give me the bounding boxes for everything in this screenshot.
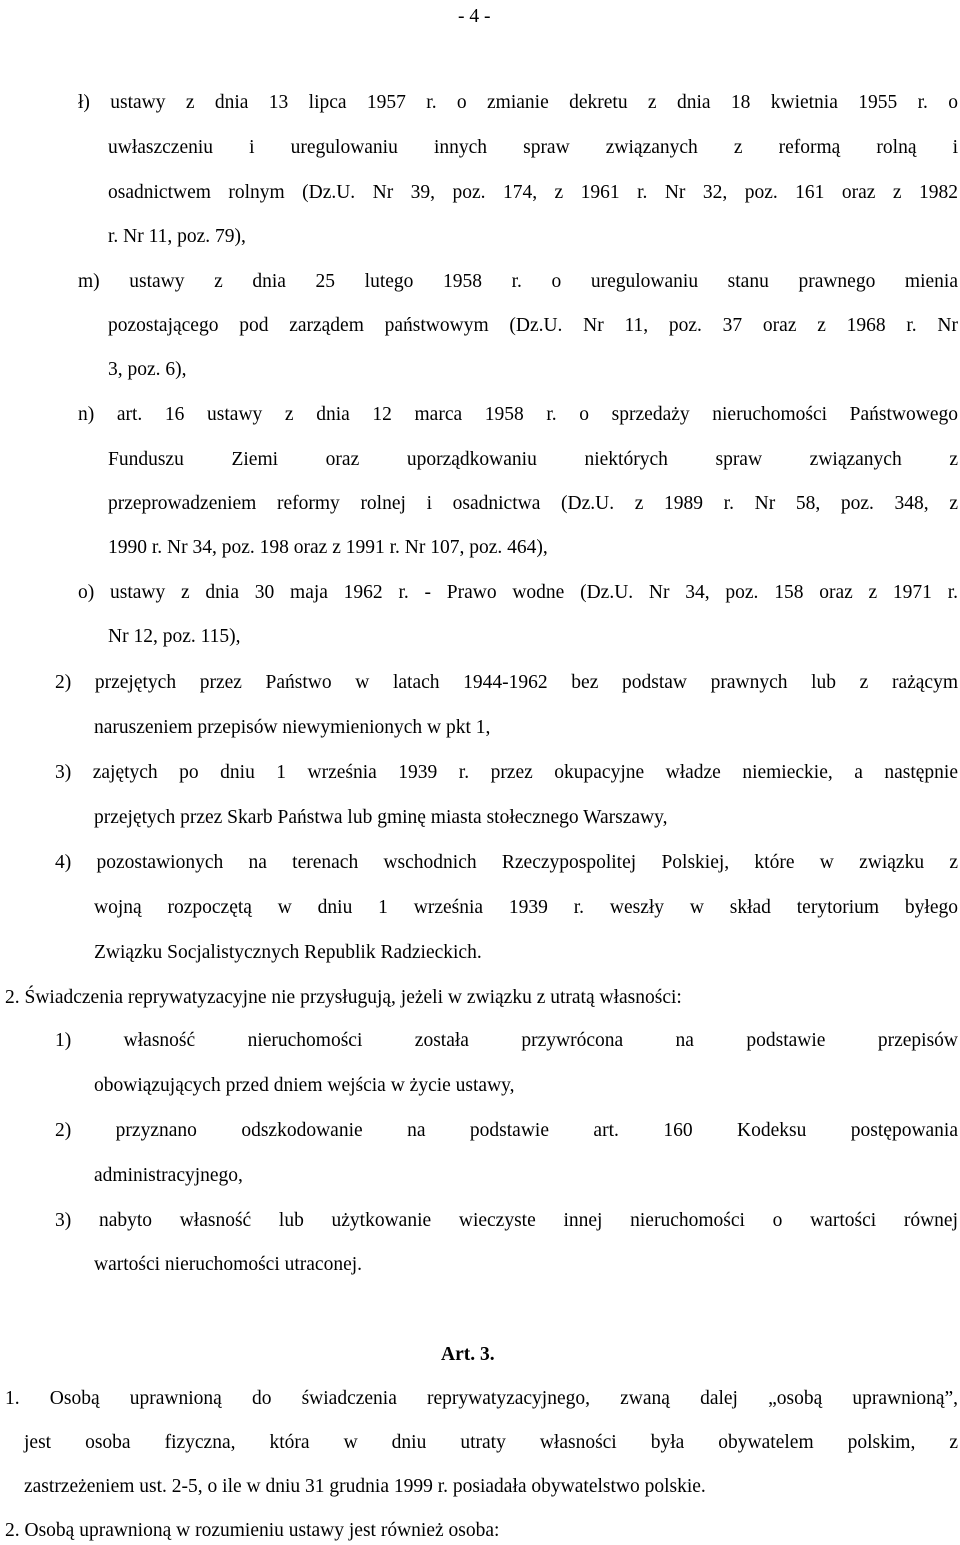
art3-paragraph-1-line: jest osoba fizyczna, która w dniu utraty własności była obywatelem polskim, z xyxy=(24,1432,958,1453)
item-m-line: m) ustawy z dnia 25 lutego 1958 r. o uregulowaniu stanu prawnego mienia xyxy=(78,271,958,292)
art3-paragraph-1-line: 1. Osobą uprawnioną do świadczenia reprywatyzacyjnego, zwaną dalej „osobą uprawnioną”, xyxy=(5,1388,958,1409)
point-3-line: 3) zajętych po dniu 1 września 1939 r. przez okupacyjne władze niemieckie, a następnie xyxy=(55,762,958,783)
item-l-line: ł) ustawy z dnia 13 lipca 1957 r. o zmianie dekretu z dnia 18 kwietnia 1955 r. o xyxy=(78,92,958,113)
item-m-line: pozostającego pod zarządem państwowym (Dz.U. Nr 11, poz. 37 oraz z 1968 r. Nr xyxy=(108,315,958,336)
art3-paragraph-2: 2. Osobą uprawnioną w rozumieniu ustawy jest również osoba: xyxy=(5,1520,500,1541)
sec2-point-3-line: 3) nabyto własność lub użytkowanie wieczyste innej nieruchomości o wartości równej xyxy=(55,1210,958,1231)
item-l-line: r. Nr 11, poz. 79), xyxy=(108,226,246,247)
sec2-point-1-line: 1) własność nieruchomości została przywrócona na podstawie przepisów xyxy=(55,1030,958,1051)
section-2-heading: 2. Świadczenia reprywatyzacyjne nie przysługują, jeżeli w związku z utratą własności: xyxy=(5,987,682,1008)
item-o-line: Nr 12, poz. 115), xyxy=(108,626,241,647)
point-2-line: 2) przejętych przez Państwo w latach 1944-1962 bez podstaw prawnych lub z rażącym xyxy=(55,672,958,693)
sec2-point-2-line: 2) przyznano odszkodowanie na podstawie art. 160 Kodeksu postępowania xyxy=(55,1120,958,1141)
item-o-line: o) ustawy z dnia 30 maja 1962 r. - Prawo wodne (Dz.U. Nr 34, poz. 158 oraz z 1971 r. xyxy=(78,582,958,603)
article-title: Art. 3. xyxy=(441,1344,495,1365)
sec2-point-2-line: administracyjnego, xyxy=(94,1165,243,1186)
sec2-point-3-line: wartości nieruchomości utraconej. xyxy=(94,1254,363,1275)
item-l-line: osadnictwem rolnym (Dz.U. Nr 39, poz. 174, z 1961 r. Nr 32, poz. 161 oraz z 1982 xyxy=(108,182,958,203)
sec2-point-1-line: obowiązujących przed dniem wejścia w życie ustawy, xyxy=(94,1075,515,1096)
point-4-line: wojną rozpoczętą w dniu 1 września 1939 r. weszły w skład terytorium byłego xyxy=(94,897,958,918)
point-3-line: przejętych przez Skarb Państwa lub gminę miasta stołecznego Warszawy, xyxy=(94,807,668,828)
point-2-line: naruszeniem przepisów niewymienionych w pkt 1, xyxy=(94,717,491,738)
item-n-line: przeprowadzeniem reformy rolnej i osadnictwa (Dz.U. z 1989 r. Nr 58, poz. 348, z xyxy=(108,493,958,514)
point-4-line: Związku Socjalistycznych Republik Radzieckich. xyxy=(94,942,482,963)
point-4-line: 4) pozostawionych na terenach wschodnich Rzeczypospolitej Polskiej, które w związku z xyxy=(55,852,958,873)
page-number: - 4 - xyxy=(458,6,491,27)
art3-paragraph-1-line: zastrzeżeniem ust. 2-5, o ile w dniu 31 grudnia 1999 r. posiadała obywatelstwo polskie. xyxy=(24,1476,706,1497)
item-n-line: n) art. 16 ustawy z dnia 12 marca 1958 r. o sprzedaży nieruchomości Państwowego xyxy=(78,404,958,425)
item-m-line: 3, poz. 6), xyxy=(108,359,187,380)
item-l-line: uwłaszczeniu i uregulowaniu innych spraw związanych z reformą rolną i xyxy=(108,137,958,158)
item-n-line: 1990 r. Nr 34, poz. 198 oraz z 1991 r. Nr 107, poz. 464), xyxy=(108,537,548,558)
item-n-line: Funduszu Ziemi oraz uporządkowaniu niektórych spraw związanych z xyxy=(108,449,958,470)
